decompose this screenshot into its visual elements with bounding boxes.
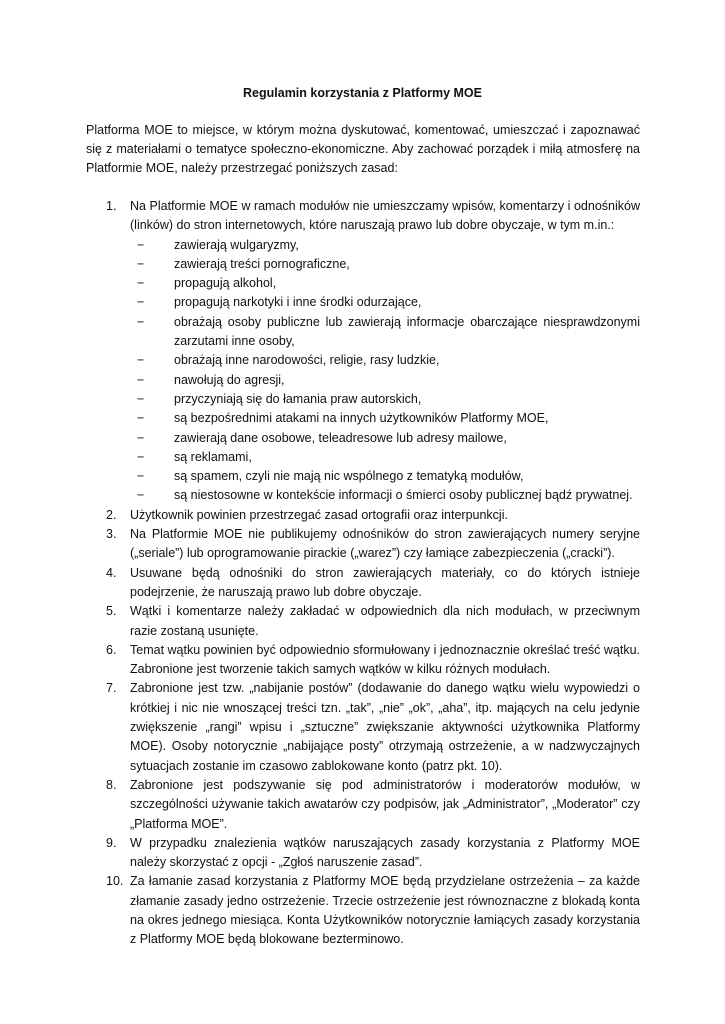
dash-bullet: −: [137, 314, 145, 329]
rule-number: 5.: [106, 604, 117, 619]
prohibited-item: − propagują narkotyki i inne środki odurzające,: [130, 293, 640, 312]
dash-bullet: −: [137, 276, 145, 291]
dash-bullet: −: [137, 469, 145, 484]
rule-number: 7.: [106, 681, 117, 696]
rule-number: 9.: [106, 835, 117, 850]
prohibited-item: − zawierają dane osobowe, teleadresowe lub adresy mailowe,: [130, 429, 640, 448]
rules-list: [86, 197, 640, 950]
rule-text: Zabronione jest podszywanie się pod administratorów i moderatorów modułów, w szczególności używanie takich awatarów czy podpisów, jak „Administrator”, „Moderator” czy „Platforma MOE”.: [130, 777, 640, 831]
rule-item: [86, 834, 640, 873]
dash-bullet: −: [137, 353, 145, 368]
rule-text: Na Platformie MOE nie publikujemy odnośników do stron zawierających numery seryjne („seriale”) lub oprogramowanie pirackie („warez”) czy łamiące zabezpieczenia („cracki”).: [130, 527, 640, 561]
prohibited-item: − są spamem, czyli nie mają nic wspólnego z tematyką modułów,: [130, 467, 640, 486]
rule-text: Usuwane będą odnośniki do stron zawierających materiały, co do których istnieje podejrzenie, że naruszają prawo lub dobre obyczaje.: [130, 565, 640, 599]
prohibited-item: − nawołują do agresji,: [130, 371, 640, 390]
rule-text: Wątki i komentarze należy zakładać w odpowiednich dla nich modułach, w przeciwnym razie zostaną usunięte.: [130, 604, 640, 638]
dash-bullet: −: [137, 391, 145, 406]
rule-item: [86, 506, 640, 525]
rule-number: 2.: [106, 507, 117, 522]
rule-number: 8.: [106, 777, 117, 792]
prohibited-list: [130, 236, 640, 506]
prohibited-item: − obrażają inne narodowości, religie, rasy ludzkie,: [130, 351, 640, 370]
prohibited-item: − zawierają wulgaryzmy,: [130, 236, 640, 255]
rule-text: Za łamanie zasad korzystania z Platformy MOE będą przydzielane ostrzeżenia – za każde złamanie zasady jedno ostrzeżenie. Trzecie ostrzeżenie jest równoznaczne z blokadą konta na okres jednego miesiąca. Konta Użytkowników notorycznie łamiących zasady korzystania z Platformy MOE będą blokowane bezterminowo.: [130, 874, 640, 947]
rule-number: 4.: [106, 565, 117, 580]
dash-bullet: −: [137, 411, 145, 426]
dash-bullet: −: [137, 237, 145, 252]
rule-number: 6.: [106, 642, 117, 657]
prohibited-item: − obrażają osoby publiczne lub zawierają informacje obarczające niesprawdzonymi zarzutami inne osoby,: [137, 314, 640, 349]
dash-bullet: −: [137, 256, 145, 271]
rule-text: Temat wątku powinien być odpowiednio sformułowany i jednoznacznie określać treść wątku. Zabronione jest tworzenie takich samych wątków w kilku różnych modułach.: [130, 642, 640, 677]
rule-text: Użytkownik powinien przestrzegać zasad ortografii oraz interpunkcji.: [130, 507, 508, 522]
document-title: Regulamin korzystania z Platformy MOE: [243, 86, 482, 100]
rule-item: [86, 197, 640, 506]
rule-text: W przypadku znalezienia wątków naruszających zasady korzystania z Platformy MOE należy skorzystać z opcji - „Zgłoś naruszenie zasad”.: [130, 835, 640, 870]
prohibited-item: − są bezpośrednimi atakami na innych użytkowników Platformy MOE,: [130, 409, 640, 428]
rule-item: [86, 679, 640, 775]
rule-text: Na Platformie MOE w ramach modułów nie umieszczamy wpisów, komentarzy i odnośników (linków) do stron internetowych, które naruszają prawo lub dobre obyczaje, w tym m.in.:: [130, 199, 640, 233]
prohibited-item: − przyczyniają się do łamania praw autorskich,: [130, 390, 640, 409]
rule-item: [86, 872, 640, 949]
rule-item: [86, 564, 640, 603]
dash-bullet: −: [137, 295, 145, 310]
rule-item: [86, 525, 640, 564]
rule-item: [86, 641, 640, 680]
prohibited-item: − są reklamami,: [130, 448, 640, 467]
rule-item: [86, 776, 640, 834]
prohibited-item: − są niestosowne w kontekście informacji o śmierci osoby publicznej bądź prywatnej.: [130, 486, 640, 505]
rule-number: 10.: [106, 874, 124, 889]
prohibited-item: − zawierają treści pornograficzne,: [130, 255, 640, 274]
rule-item: [86, 602, 640, 641]
dash-bullet: −: [137, 488, 145, 503]
rule-text: Zabronione jest tzw. „nabijanie postów” (dodawanie do danego wątku wielu wypowiedzi o krótkiej i nic nie wnoszącej treści tzn. „tak”, „nie” „ok”, „aha”, itp. mających na celu jedynie zwiększenie „rangi” wpisu i „sztuczne” zwiększanie aktywności użytkownika Platformy MOE). Osoby notorycznie „nabijające posty” otrzymają ostrzeżenie, a w nadzwyczajnych sytuacjach zostanie im czasowo zablokowane konto (patrz pkt. 10).: [130, 681, 640, 773]
dash-bullet: −: [137, 449, 145, 464]
prohibited-item: − propagują alkohol,: [130, 274, 640, 293]
dash-bullet: −: [137, 430, 145, 445]
rule-number: 3.: [106, 527, 117, 542]
dash-bullet: −: [137, 372, 145, 387]
rule-number: 1.: [106, 199, 117, 213]
intro-paragraph: Platforma MOE to miejsce, w którym można dyskutować, komentować, umieszczać i zapoznawać się z materiałami o tematyce społeczno-ekonomiczne. Aby zachować porządek i miłą atmosferę na Platformie MOE, należy przestrzegać poniższych zasad:: [86, 123, 640, 175]
